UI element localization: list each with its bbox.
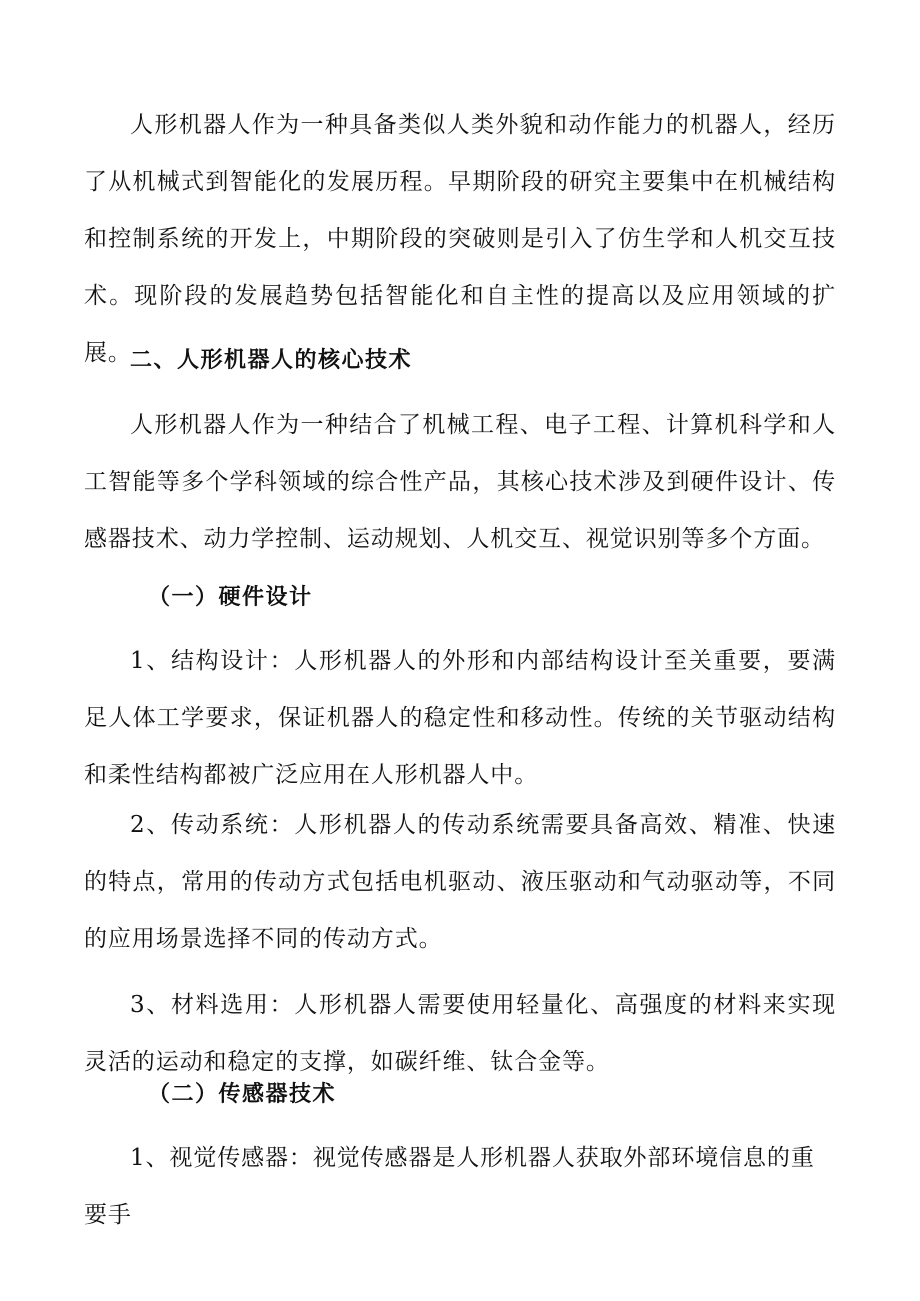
subheading-hardware-design: （一）硬件设计 (148, 584, 313, 610)
paragraph-material-selection: 3、材料选用：人形机器人需要使用轻量化、高强度的材料来实现灵活的运动和稳定的支撑，如碳纤维、钛合金等。 (84, 992, 836, 1075)
paragraph-structure-design: 1、结构设计：人形机器人的外形和内部结构设计至关重要，要满足人体工学要求，保证机器人的稳定性和移动性。传统的关节驱动结构和柔性结构都被广泛应用在人形机器人中。 (84, 648, 836, 788)
section-heading-core-technology: 二、人形机器人的核心技术 (130, 347, 413, 373)
paragraph-transmission-system: 2、传动系统：人形机器人的传动系统需要具备高效、精准、快速的特点，常用的传动方式包括电机驱动、液压驱动和气动驱动等，不同的应用场景选择不同的传动方式。 (84, 812, 836, 952)
paragraph-visual-sensor: 1、视觉传感器：视觉传感器是人形机器人获取外部环境信息的重要手 (84, 1145, 815, 1228)
paragraph-intro: 人形机器人作为一种具备类似人类外貌和动作能力的机器人，经历了从机械式到智能化的发展历程。早期阶段的研究主要集中在机械结构和控制系统的开发上，中期阶段的突破则是引入了仿生学和人机交互技术。现阶段的发展趋势包括智能化和自主性的提高以及应用领域的扩展。 (84, 112, 836, 366)
paragraph-core-technology-intro: 人形机器人作为一种结合了机械工程、电子工程、计算机科学和人工智能等多个学科领域的综合性产品，其核心技术涉及到硬件设计、传感器技术、动力学控制、运动规划、人机交互、视觉识别等多个方面。 (84, 412, 836, 552)
subheading-sensor-technology: （二）传感器技术 (148, 1081, 337, 1107)
